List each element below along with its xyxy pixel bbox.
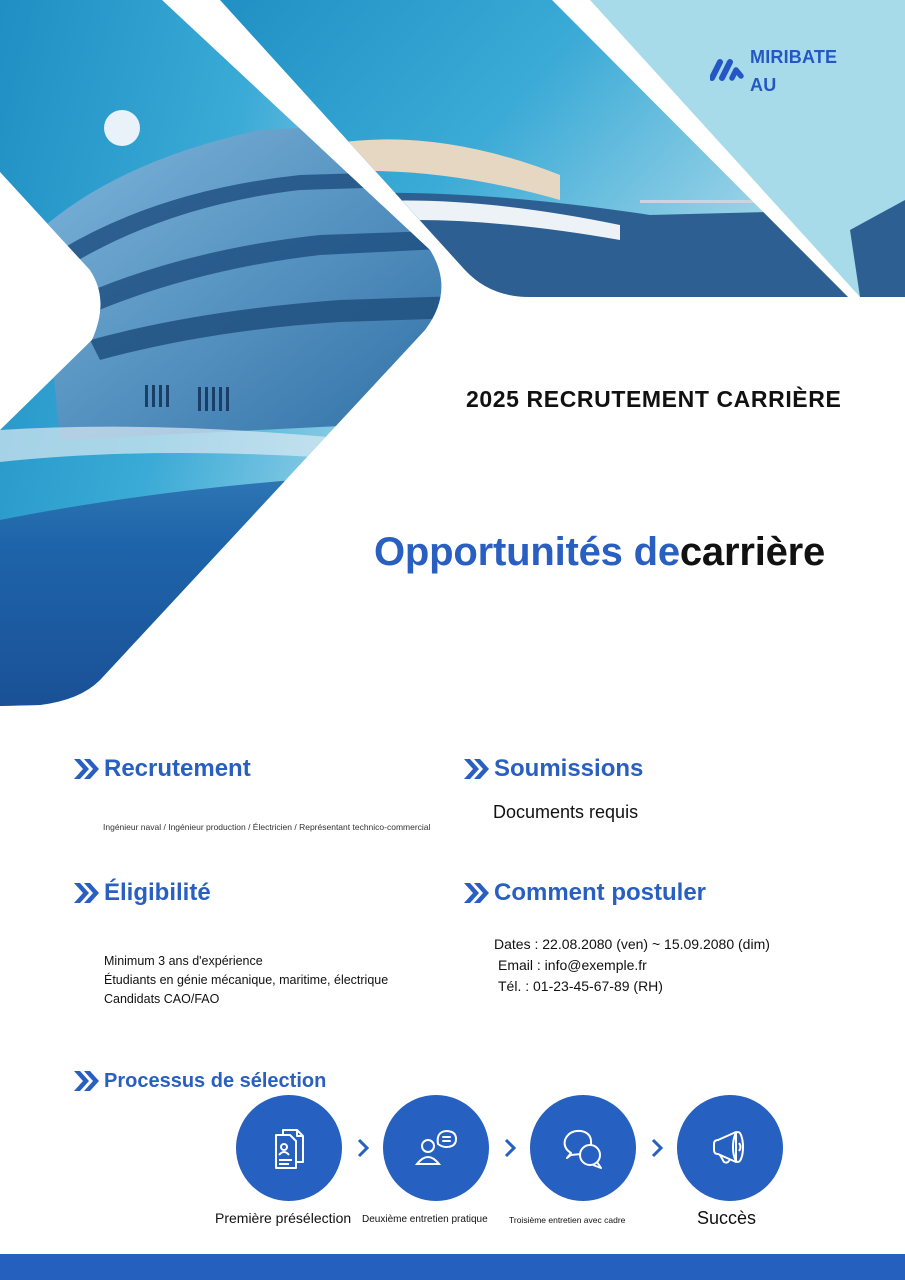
section-heading-recrutement: Recrutement bbox=[72, 755, 251, 783]
chevron-right-icon bbox=[356, 1137, 370, 1159]
eligibilite-line: Minimum 3 ans d'expérience bbox=[104, 954, 263, 968]
phone-line[interactable]: Tél. : 01-23-45-67-89 (RH) bbox=[498, 978, 663, 994]
eligibilite-line: Étudiants en génie mécanique, maritime, électrique bbox=[104, 973, 389, 987]
step-1-circle bbox=[236, 1095, 342, 1201]
resume-documents-icon bbox=[263, 1122, 315, 1174]
double-chevron-icon bbox=[462, 757, 490, 781]
section-heading-eligibilite: Éligibilité bbox=[72, 879, 211, 907]
double-chevron-icon bbox=[72, 881, 100, 905]
step-1-label: Première présélection bbox=[215, 1210, 352, 1226]
step-4-label: Succès bbox=[697, 1208, 757, 1228]
step-2-label: Deuxième entretien pratique bbox=[362, 1214, 488, 1225]
page-title: Opportunités decarrière bbox=[374, 530, 826, 574]
brand-name: MIRIBATE AU bbox=[750, 47, 838, 95]
double-chevron-icon bbox=[462, 881, 490, 905]
megaphone-icon bbox=[704, 1122, 756, 1174]
eligibilite-list bbox=[104, 952, 388, 1009]
step-3-label: Troisième entretien avec cadre bbox=[509, 1215, 626, 1225]
recrutement-text: Ingénieur naval / Ingénieur production / Électricien / Représentant technico-commercial bbox=[103, 822, 431, 832]
step-3-circle bbox=[530, 1095, 636, 1201]
dates-line: Dates : 22.08.2080 (ven) ~ 15.09.2080 (dim) bbox=[494, 936, 770, 952]
eligibilite-line: Candidats CAO/FAO bbox=[104, 992, 220, 1006]
section-heading-postuler: Comment postuler bbox=[462, 879, 706, 907]
chat-bubbles-icon bbox=[557, 1122, 609, 1174]
step-4-circle bbox=[677, 1095, 783, 1201]
email-line[interactable]: Email : info@exemple.fr bbox=[498, 957, 647, 973]
section-heading-processus: Processus de sélection bbox=[72, 1069, 326, 1093]
brand-logo bbox=[710, 43, 837, 99]
footer-bar bbox=[0, 1254, 905, 1280]
brand-logo-icon bbox=[710, 56, 744, 82]
chevron-right-icon bbox=[650, 1137, 664, 1159]
step-2-circle bbox=[383, 1095, 489, 1201]
page-kicker: 2025 RECRUTEMENT CARRIÈRE bbox=[466, 386, 842, 412]
interview-person-chat-icon bbox=[410, 1122, 462, 1174]
soumissions-text: Documents requis bbox=[493, 802, 639, 822]
chevron-right-icon bbox=[503, 1137, 517, 1159]
section-heading-soumissions: Soumissions bbox=[462, 755, 643, 783]
postuler-list bbox=[494, 934, 770, 997]
double-chevron-icon bbox=[72, 757, 100, 781]
double-chevron-icon bbox=[72, 1069, 100, 1093]
